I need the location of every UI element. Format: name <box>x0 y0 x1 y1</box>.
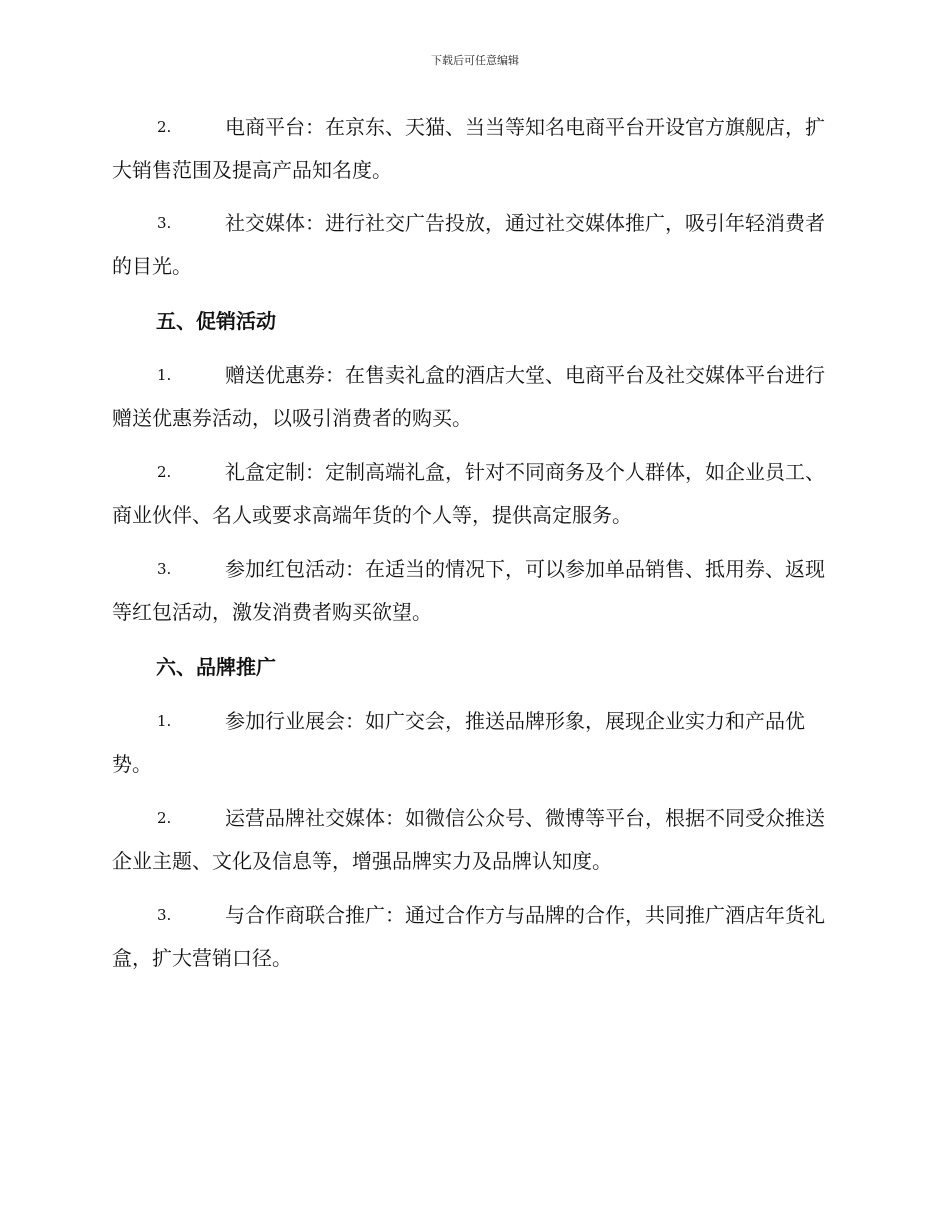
item-number: 3. <box>157 214 172 232</box>
item-text: 与合作商联合推广：通过合作方与品牌的合作，共同推广酒店年货礼盒，扩大营销口径。 <box>112 903 825 970</box>
item-number: 2. <box>157 809 172 827</box>
list-item <box>112 354 834 440</box>
list-item <box>112 797 834 883</box>
item-text: 电商平台：在京东、天猫、当当等知名电商平台开设官方旗舰店，扩大销售范围及提高产品知名度。 <box>112 115 825 182</box>
section-heading: 五、促销活动 <box>156 309 276 333</box>
page-header: 下载后可任意编辑 <box>431 54 519 67</box>
list-item <box>112 202 834 288</box>
list-item <box>112 894 834 980</box>
section-heading: 六、品牌推广 <box>156 655 276 679</box>
item-text: 礼盒定制：定制高端礼盒，针对不同商务及个人群体，如企业员工、商业伙伴、名人或要求高端年货的个人等，提供高定服务。 <box>112 460 825 527</box>
item-number: 1. <box>157 366 172 384</box>
list-item <box>112 106 834 192</box>
item-text: 运营品牌社交媒体：如微信公众号、微博等平台，根据不同受众推送企业主题、文化及信息等，增强品牌实力及品牌认知度。 <box>112 806 825 873</box>
item-text: 参加行业展会：如广交会，推送品牌形象，展现企业实力和产品优势。 <box>112 709 805 776</box>
item-number: 1. <box>157 712 172 730</box>
item-number: 3. <box>157 906 172 924</box>
item-text: 赠送优惠券：在售卖礼盒的酒店大堂、电商平台及社交媒体平台进行赠送优惠券活动，以吸引消费者的购买。 <box>112 363 825 430</box>
item-number: 3. <box>157 560 172 578</box>
list-item <box>112 548 834 634</box>
list-item <box>112 451 834 537</box>
item-number: 2. <box>157 463 172 481</box>
item-text: 社交媒体：进行社交广告投放，通过社交媒体推广，吸引年轻消费者的目光。 <box>112 211 825 278</box>
item-text: 参加红包活动：在适当的情况下，可以参加单品销售、抵用券、返现等红包活动，激发消费者购买欲望。 <box>112 557 825 624</box>
item-number: 2. <box>157 118 172 136</box>
list-item <box>112 700 834 786</box>
